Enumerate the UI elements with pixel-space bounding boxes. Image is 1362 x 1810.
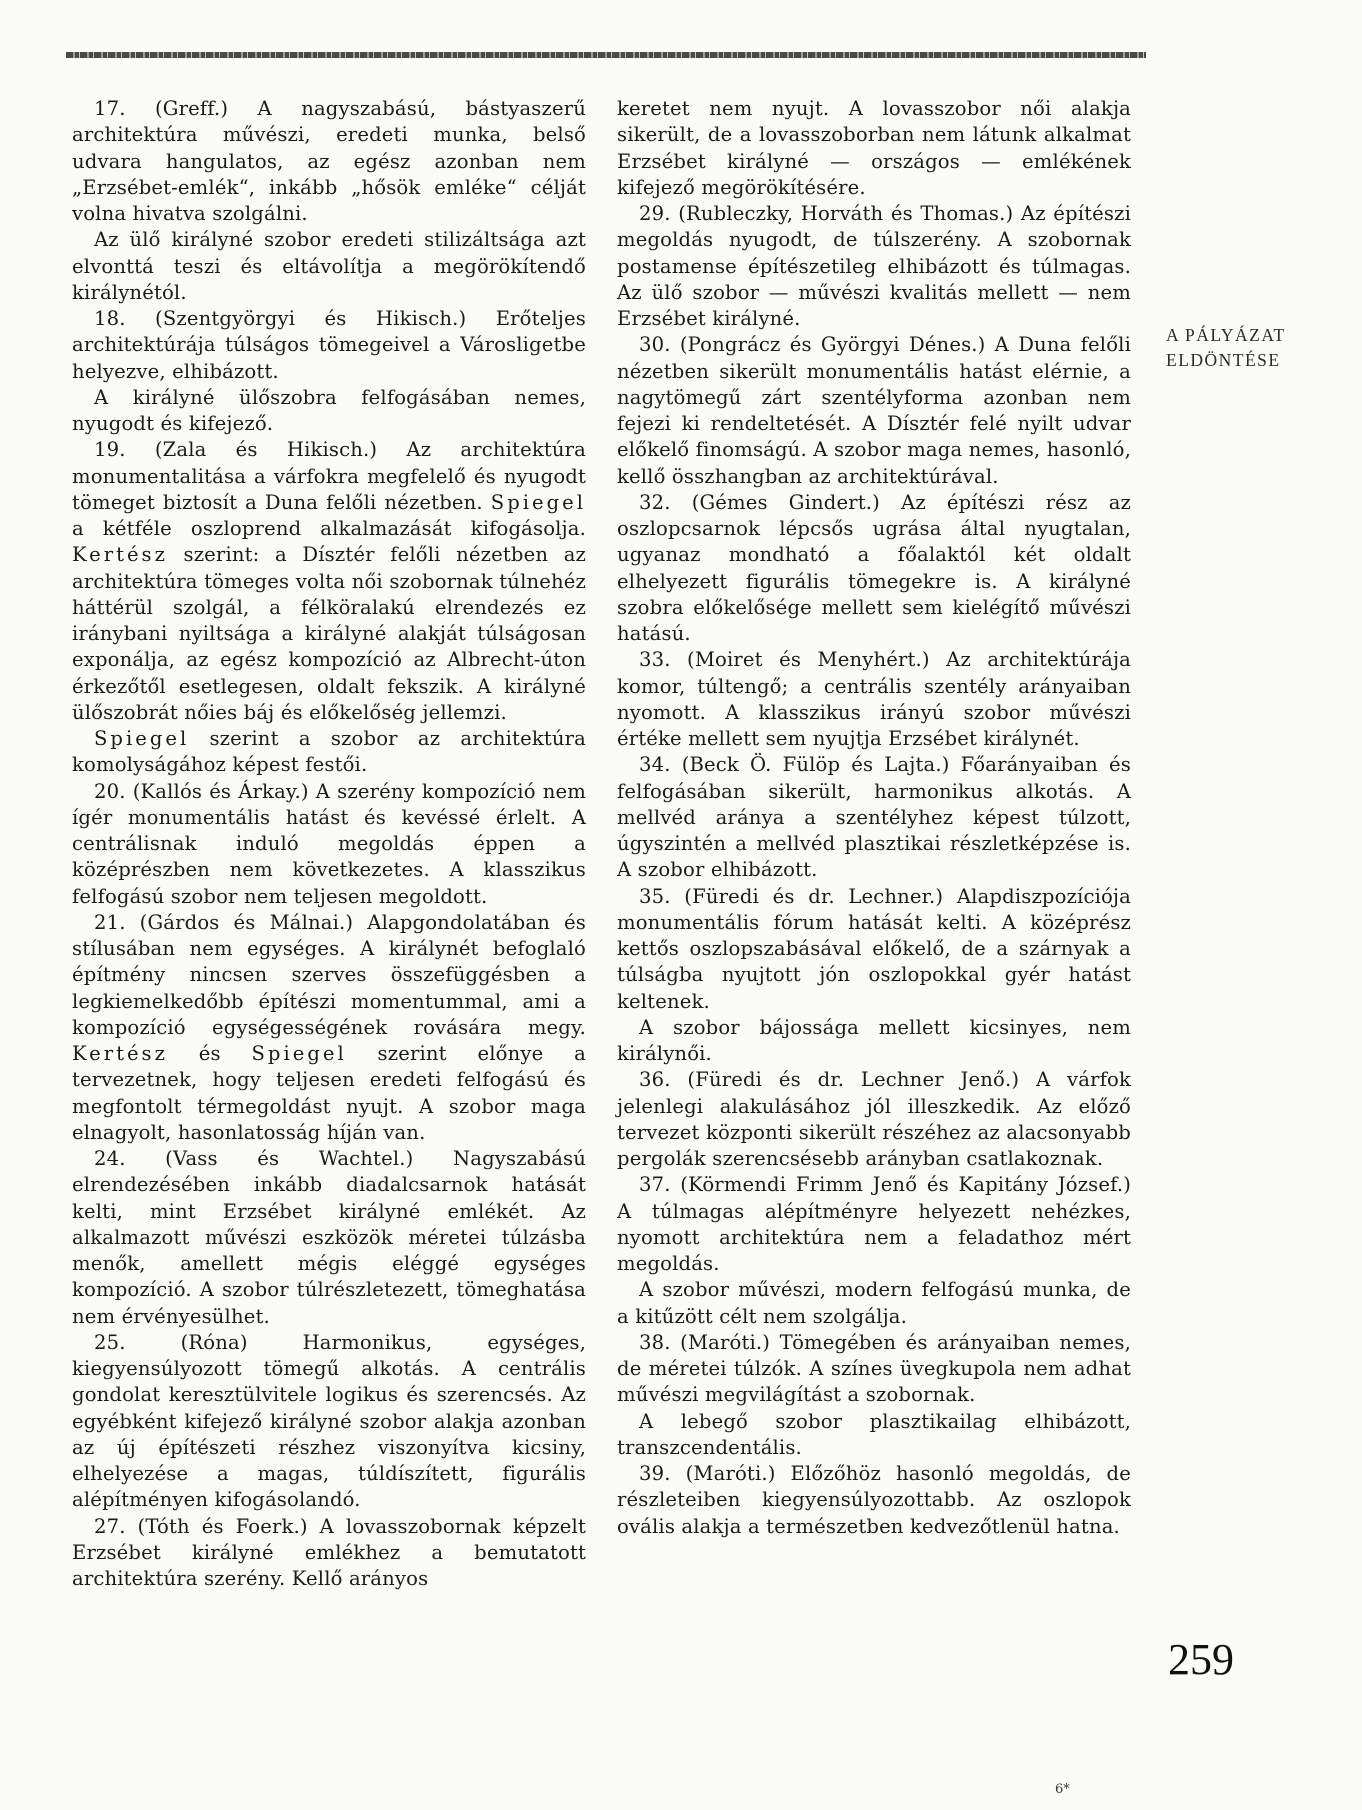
- entry-37: 37. (Körmendi Frimm Jenő és Kapitány József.) A túlmagas alépítményre helyezett nehézkes, nyomott architektúra nem a feladathoz mért megoldás.: [617, 1173, 1131, 1275]
- page-number: 259: [1168, 1635, 1234, 1684]
- entry-21-text-a: 21. (Gárdos és Málnai.) Alapgondolatában és stílusában nem egységes. A királynét befoglaló építmény nincsen szerves összefüggésben a legkiemelkedőbb építészi momentummal, ami a kompozíció egységességének rovására megy.: [72, 910, 586, 1039]
- entry-19-text-c: szerint: a Dísztér felőli nézetben az architektúra tömeges volta női szobornak túlnehéz háttérül szolgál, a félköralakú elrendezés ez iránybani nyiltsága a királyné alakját túlságosan exponálja, az egész kompozíció az Albrecht-úton érkezőtől esetlegesen, oldalt fekszik. A királyné ülőszobrát nőies báj és előkelőség jellemzi.: [72, 543, 586, 724]
- left-column: [72, 96, 586, 1592]
- right-column: [617, 96, 1131, 1540]
- margin-heading-line1: A PÁLYÁZAT: [1166, 325, 1286, 345]
- entry-35-statue: A szobor bájossága mellett kicsinyes, nem királynői.: [617, 1015, 1131, 1065]
- margin-heading: [1166, 323, 1346, 373]
- entry-35: 35. (Füredi és dr. Lechner.) Alapdiszpozíciója monumentális fórum hatását kelti. A középrész kettős oszlopszabásával előkelő, de a szárnyak a túlságba nyujtott jón oszlopokkal gyér hatást keltenek.: [617, 884, 1131, 1013]
- juror-name-kertesz: Kertész: [72, 543, 168, 567]
- entry-17: 17. (Greff.) A nagyszabású, bástyaszerű architektúra művészi, eredeti munka, belső udvara hangulatos, az egész azonban nem „Erzsébet-emlék“, inkább „hősök emléke“ célját volna hivatva szolgálni.: [72, 97, 586, 225]
- entry-24: 24. (Vass és Wachtel.) Nagyszabású elrendezésében inkább diadalcsarnok hatását kelti, mint Erzsébet királyné emlékét. Az alkalmazott művészi eszközök méretei túlzásba menők, amellett mégis eléggé egységes kompozíció. A szobor túlrészletezett, tömeghatása nem érvényesülhet.: [72, 1147, 586, 1328]
- entry-21: [72, 910, 586, 1146]
- entry-38-statue: A lebegő szobor plasztikailag elhibázott, transzcendentális.: [617, 1409, 1131, 1459]
- entry-21-text-b: szerint előnye a tervezetnek, hogy teljesen eredeti felfogású és megfontolt térmegoldást nyujt. A szobor maga elnagyolt, hasonlatosság híján van.: [72, 1042, 586, 1144]
- entry-30: 30. (Pongrácz és Györgyi Dénes.) A Duna felőli nézetben sikerült monumentális hatást elérnie, a nagytömegű zárt szentélyforma azonban nem fejezi ki rendeltetését. A Dísztér felé nyilt udvar előkelő finomságú. A szobor maga nemes, hasonló, kellő összhangban az architektúrával.: [617, 333, 1131, 488]
- entry-19: [72, 437, 586, 726]
- entry-21-conj: és: [167, 1042, 252, 1065]
- entry-19-text-b: a kétféle oszloprend alkalmazását kifogásolja.: [72, 517, 586, 540]
- signature-mark: 6*: [1055, 1782, 1070, 1797]
- juror-name-spiegel: Spiegel: [490, 490, 586, 514]
- entry-19-spiegel-text: szerint a szobor az architektúra komolyságához képest festői.: [72, 727, 586, 777]
- entry-36: 36. (Füredi és dr. Lechner Jenő.) A várfok jelenlegi alakulásához jól illeszkedik. Az előző tervezet központi sikerült részéhez az alacsonyabb pergolák szerencsésebb arányban csatlakoznak.: [617, 1068, 1131, 1170]
- entry-38: 38. (Maróti.) Tömegében és arányaiban nemes, de méretei túlzók. A színes üvegkupola nem adhat művészi megvilágítást a szobornak.: [617, 1330, 1131, 1407]
- margin-heading-line2: ELDÖNTÉSE: [1166, 350, 1281, 370]
- juror-name-spiegel: Spiegel: [251, 1042, 347, 1065]
- decorative-top-rule: [66, 52, 1146, 58]
- entry-32: 32. (Gémes Gindert.) Az építészi rész az oszlopcsarnok lépcsős ugrása által nyugtalan, ugyanaz mondható a főalaktól két oldalt elhelyezett figurális tömegekre is. A királyné szobra előkelősége mellett sem kielégítő művészi hatású.: [617, 490, 1131, 645]
- juror-name-kertesz: Kertész: [72, 1042, 168, 1065]
- entry-17-statue: Az ülő királyné szobor eredeti stilizáltsága azt elvonttá teszi és eltávolítja a megörökítendő királynétól.: [72, 228, 586, 304]
- entry-19-spiegel-note: [72, 726, 586, 779]
- entry-34: 34. (Beck Ö. Fülöp és Lajta.) Főarányaiban és felfogásában sikerült, harmonikus alkotás. A mellvéd aránya a szentélyhez képest túlzott, úgyszintén a mellvéd plasztikai részletképzése is. A szobor elhibázott.: [617, 753, 1131, 882]
- entry-18: 18. (Szentgyörgyi és Hikisch.) Erőteljes architektúrája túlságos tömegeivel a Városligetbe helyezve, elhibázott.: [72, 307, 586, 383]
- entry-33: 33. (Moiret és Menyhért.) Az architektúrája komor, túltengő; a centrális szentély arányaiban nyomott. A klasszikus irányú szobor művészi értéke mellett sem nyujtja Erzsébet királynét.: [617, 648, 1131, 750]
- entry-39: 39. (Maróti.) Előzőhöz hasonló megoldás, de részleteiben kiegyensúlyozottabb. Az oszlopok ovális alakja a természetben kedvezőtlenül hatna.: [617, 1462, 1131, 1538]
- entry-20: 20. (Kallós és Árkay.) A szerény kompozíció nem ígér monumentális hatást és kevéssé érlelt. A centrálisnak induló megoldás éppen a középrészben nem következetes. A klasszikus felfogású szobor nem teljesen megoldott.: [72, 779, 586, 908]
- entry-37-statue: A szobor művészi, modern felfogású munka, de a kitűzött célt nem szolgálja.: [617, 1278, 1131, 1328]
- juror-name-spiegel: Spiegel: [94, 727, 190, 750]
- entry-19-text-a: 19. (Zala és Hikisch.) Az architektúra monumentalitása a várfokra megfelelő és nyugodt tömeget biztosít a Duna felőli nézetben.: [72, 438, 586, 514]
- entry-27: 27. (Tóth és Foerk.) A lovasszobornak képzelt Erzsébet királyné emlékhez a bemutatott architektúra szerény. Kellő arányos: [72, 1514, 586, 1590]
- entry-29: 29. (Rubleczky, Horváth és Thomas.) Az építészi megoldás nyugodt, de túlszerény. A szobornak postamense építészetileg elhibázott és túlmagas. Az ülő szobor — művészi kvalitás mellett — nem Erzsébet királyné.: [617, 202, 1131, 330]
- entry-27-continued: keretet nem nyujt. A lovasszobor női alakja sikerült, de a lovasszoborban nem látunk alkalmat Erzsébet királyné — országos — emlékének kifejező megörökítésére.: [617, 97, 1131, 199]
- entry-18-statue: A királyné ülőszobra felfogásában nemes, nyugodt és kifejező.: [72, 385, 586, 435]
- entry-25: 25. (Róna) Harmonikus, egységes, kiegyensúlyozott tömegű alkotás. A centrális gondolat keresztülvitele logikus és szerencsés. Az egyébként kifejező királyné szobor alakja azonban az új építészeti részhez viszonyítva kicsiny, elhelyezése a magas, túldíszített, figurális alépítményen kifogásolandó.: [72, 1330, 586, 1512]
